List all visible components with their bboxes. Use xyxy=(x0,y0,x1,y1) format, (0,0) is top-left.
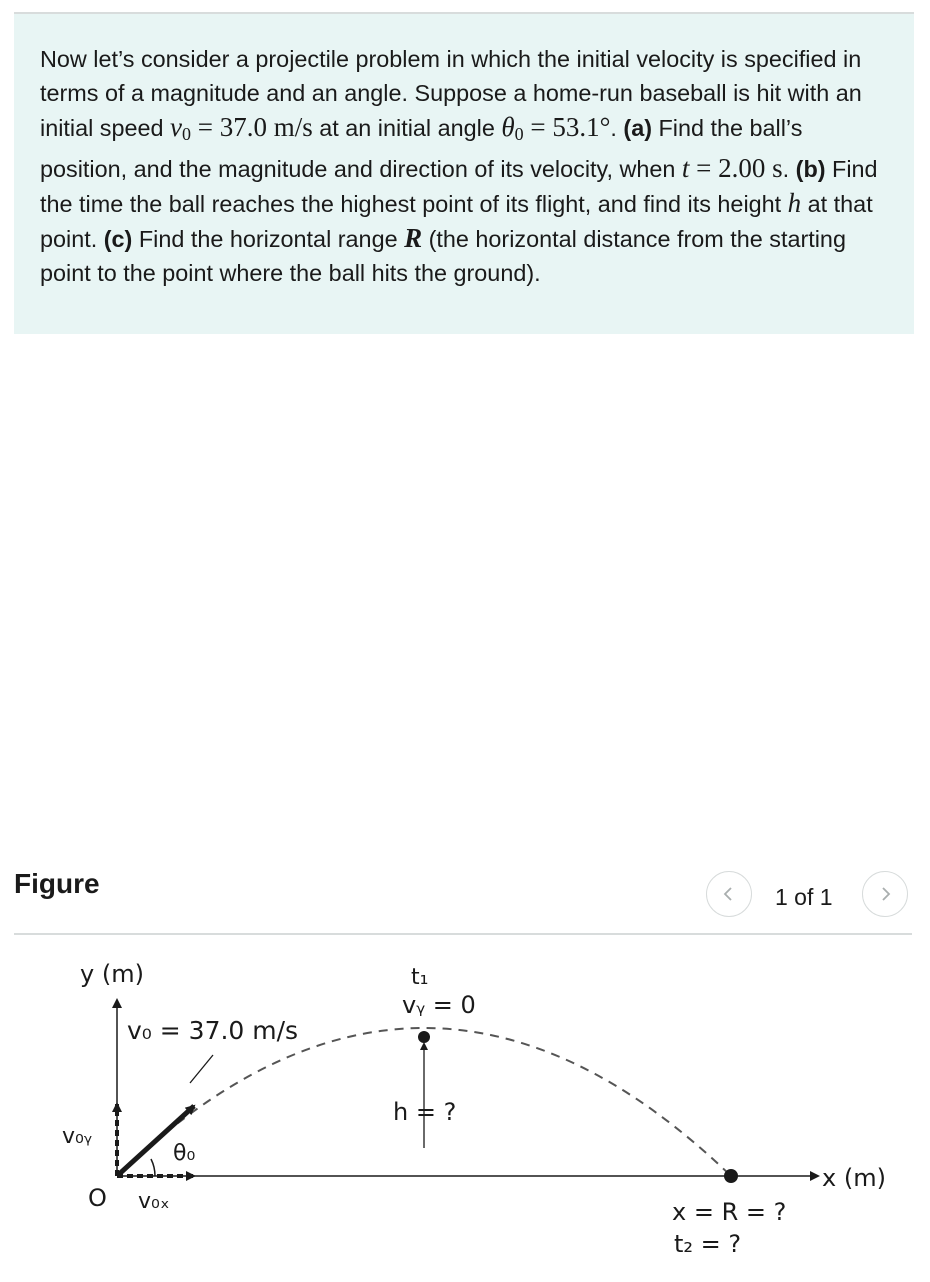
part-a-label: (a) xyxy=(623,115,652,141)
part-a-text: Find the ball’s position, and the magnitude and direction of its velocity, when xyxy=(40,115,803,182)
origin-label: O xyxy=(88,1184,107,1212)
part-b-text: Find the time the ball reaches the highest point of its flight, and find its height xyxy=(40,156,878,217)
theta0-label: θ₀ xyxy=(173,1141,196,1166)
figure-divider xyxy=(14,933,912,935)
y-axis-label: y (m) xyxy=(80,960,144,988)
chevron-left-icon xyxy=(721,886,737,902)
range-label: x = R = ? xyxy=(672,1198,787,1226)
chevron-right-icon xyxy=(877,886,893,902)
vy-zero-label: vᵧ = 0 xyxy=(402,991,476,1019)
v0-label: v₀ = 37.0 m/s xyxy=(127,1016,299,1045)
previous-figure-button[interactable] xyxy=(706,871,752,917)
apex-point xyxy=(418,1031,430,1043)
landing-point xyxy=(724,1169,738,1183)
h-symbol: h xyxy=(787,188,802,218)
figure-page-indicator: 1 of 1 xyxy=(775,884,833,910)
figure-title: Figure xyxy=(14,868,100,899)
v0x-label: v₀ₓ xyxy=(138,1189,170,1214)
theta0-expression: $\theta_0 = 53.1^\circ$ xyxy=(501,112,611,144)
part-c-label: (c) xyxy=(103,226,133,252)
next-figure-button[interactable] xyxy=(862,871,908,917)
x-axis-label: x (m) xyxy=(822,1164,886,1192)
R-symbol: R xyxy=(404,223,423,253)
problem-statement xyxy=(14,14,914,334)
v0-expression: $v_0 = 37.0$ m/s xyxy=(170,112,313,144)
intro-text: Now let’s consider a projectile problem in which the initial velocity is specified in terms of a magnitude and an angle. Suppose a home-run baseball is hit with an initial speed xyxy=(40,46,862,141)
t2-label: t₂ = ? xyxy=(674,1230,742,1258)
t-expression: t = 2.00 s xyxy=(681,153,783,183)
height-label: h = ? xyxy=(393,1098,457,1126)
projectile-diagram xyxy=(0,940,930,1282)
part-c-text: Find the horizontal range xyxy=(138,226,398,252)
t1-label: t₁ xyxy=(411,965,429,990)
problem-text: Now let’s consider a projectile problem in which the initial velocity is specified in terms of a magnitude and an angle. Suppose a home-run baseball is hit with an initial speed $v_0 = 37.0$ m/s at an initial angle $\theta_0 = 53.1^\circ$. (a) Find the ball’s position, and the magnitude and direction of its velocity, when t = 2.00 s. (b) Find the time the ball reaches the highest point of its flight, and find its height h at that point. (c) Find the horizontal range R (the horizontal distance from the starting point to the point where the ball hits the ground). xyxy=(40,46,878,286)
theta0-arc xyxy=(151,1159,155,1176)
part-b-label: (b) xyxy=(795,156,826,182)
v0y-label: v₀ᵧ xyxy=(62,1124,93,1149)
v0-leader-line xyxy=(190,1055,213,1083)
